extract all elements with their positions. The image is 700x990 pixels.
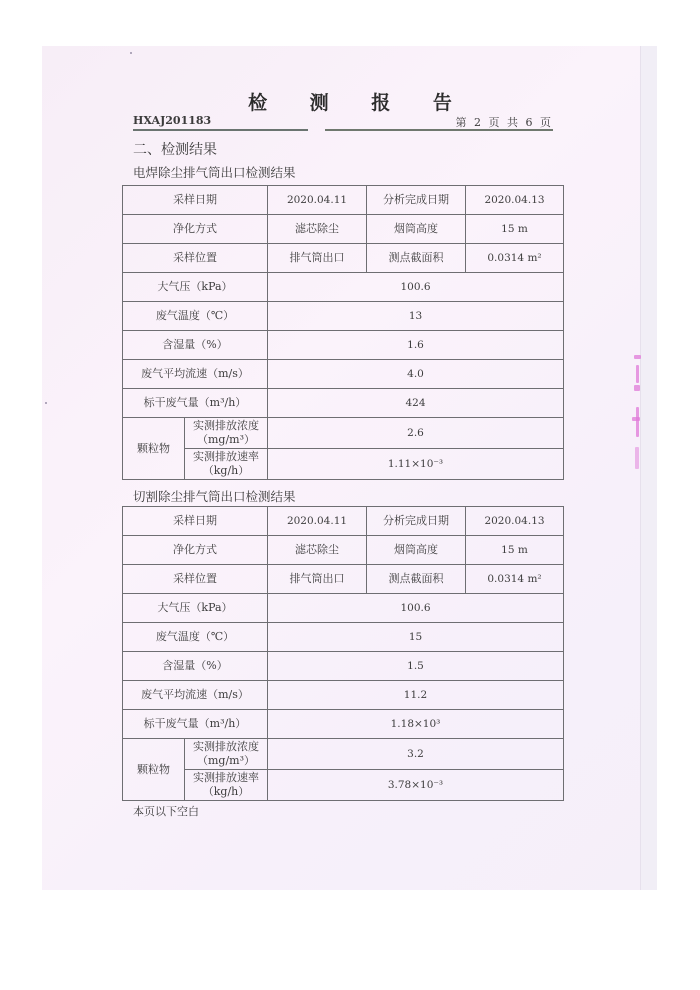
info-value: 2020.04.13 xyxy=(466,186,564,215)
document-title: 检 测 报 告 xyxy=(248,92,470,114)
param-value: 15 xyxy=(268,623,564,652)
metric-unit: （kg/h） xyxy=(202,785,250,798)
pollutant-metric xyxy=(185,770,268,801)
info-label: 采样位置 xyxy=(123,565,268,594)
param-value: 4.0 xyxy=(268,360,564,389)
info-label: 分析完成日期 xyxy=(367,507,466,536)
metric-label: 实测排放速率 xyxy=(193,771,259,784)
info-value: 0.0314 m² xyxy=(466,565,564,594)
results-table-welding xyxy=(122,185,564,480)
pollutant-name: 颗粒物 xyxy=(123,418,185,480)
param-value: 100.6 xyxy=(268,273,564,302)
param-value: 1.5 xyxy=(268,652,564,681)
report-number: HXAJ201183 xyxy=(133,114,212,127)
param-value: 13 xyxy=(268,302,564,331)
pollutant-metric xyxy=(185,449,268,480)
param-value: 424 xyxy=(268,389,564,418)
header-rule-left xyxy=(133,129,308,131)
info-label: 烟筒高度 xyxy=(367,215,466,244)
table-row xyxy=(123,710,564,739)
info-label: 测点截面积 xyxy=(367,565,466,594)
table-row xyxy=(123,389,564,418)
table-row xyxy=(123,302,564,331)
info-value: 15 m xyxy=(466,215,564,244)
param-value: 11.2 xyxy=(268,681,564,710)
table-row xyxy=(123,418,564,449)
table-row xyxy=(123,652,564,681)
pollutant-value: 3.78×10⁻³ xyxy=(268,770,564,801)
table-caption-cutting: 切割除尘排气筒出口检测结果 xyxy=(133,489,296,504)
param-label: 大气压（kPa） xyxy=(123,594,268,623)
table-row xyxy=(123,536,564,565)
param-value: 100.6 xyxy=(268,594,564,623)
section-heading: 二、检测结果 xyxy=(133,142,217,158)
footnote-blank-below: 本页以下空白 xyxy=(133,805,199,818)
pollutant-name: 颗粒物 xyxy=(123,739,185,801)
param-label: 废气平均流速（m/s） xyxy=(123,360,268,389)
page-count: 第 2 页 共 6 页 xyxy=(455,116,553,129)
table-row xyxy=(123,507,564,536)
header-rule-right xyxy=(325,129,553,131)
table-row xyxy=(123,273,564,302)
param-label: 废气温度（℃） xyxy=(123,623,268,652)
results-table-cutting xyxy=(122,506,564,801)
table-row xyxy=(123,623,564,652)
table-row xyxy=(123,739,564,770)
table-row xyxy=(123,186,564,215)
table-row xyxy=(123,681,564,710)
table-row xyxy=(123,770,564,801)
info-value: 2020.04.11 xyxy=(268,507,367,536)
metric-label: 实测排放浓度 xyxy=(193,740,259,753)
metric-unit: （kg/h） xyxy=(202,464,250,477)
info-value: 排气筒出口 xyxy=(268,244,367,273)
param-value: 1.6 xyxy=(268,331,564,360)
info-value: 15 m xyxy=(466,536,564,565)
pollutant-value: 1.11×10⁻³ xyxy=(268,449,564,480)
info-label: 烟筒高度 xyxy=(367,536,466,565)
param-label: 标干废气量（m³/h） xyxy=(123,389,268,418)
pollutant-value: 2.6 xyxy=(268,418,564,449)
seal-stamp-fragment xyxy=(632,355,646,475)
param-label: 废气温度（℃） xyxy=(123,302,268,331)
param-label: 含湿量（%） xyxy=(123,331,268,360)
scan-speck xyxy=(45,402,47,404)
pollutant-metric xyxy=(185,418,268,449)
info-label: 净化方式 xyxy=(123,215,268,244)
table-row xyxy=(123,594,564,623)
info-label: 测点截面积 xyxy=(367,244,466,273)
info-value: 滤芯除尘 xyxy=(268,536,367,565)
param-label: 废气平均流速（m/s） xyxy=(123,681,268,710)
table-row xyxy=(123,331,564,360)
info-value: 2020.04.11 xyxy=(268,186,367,215)
table-row xyxy=(123,449,564,480)
info-label: 分析完成日期 xyxy=(367,186,466,215)
info-value: 排气筒出口 xyxy=(268,565,367,594)
info-value: 0.0314 m² xyxy=(466,244,564,273)
param-label: 大气压（kPa） xyxy=(123,273,268,302)
info-value: 滤芯除尘 xyxy=(268,215,367,244)
pollutant-metric xyxy=(185,739,268,770)
table-row xyxy=(123,244,564,273)
info-label: 采样日期 xyxy=(123,507,268,536)
param-value: 1.18×10³ xyxy=(268,710,564,739)
metric-unit: （mg/m³） xyxy=(196,754,256,767)
param-label: 含湿量（%） xyxy=(123,652,268,681)
table-caption-welding: 电焊除尘排气筒出口检测结果 xyxy=(133,165,296,180)
info-label: 净化方式 xyxy=(123,536,268,565)
metric-unit: （mg/m³） xyxy=(196,433,256,446)
pollutant-value: 3.2 xyxy=(268,739,564,770)
table-row xyxy=(123,215,564,244)
info-label: 采样位置 xyxy=(123,244,268,273)
table-row xyxy=(123,360,564,389)
info-label: 采样日期 xyxy=(123,186,268,215)
table-row xyxy=(123,565,564,594)
info-value: 2020.04.13 xyxy=(466,507,564,536)
metric-label: 实测排放浓度 xyxy=(193,419,259,432)
scan-speck xyxy=(130,52,132,54)
param-label: 标干废气量（m³/h） xyxy=(123,710,268,739)
metric-label: 实测排放速率 xyxy=(193,450,259,463)
